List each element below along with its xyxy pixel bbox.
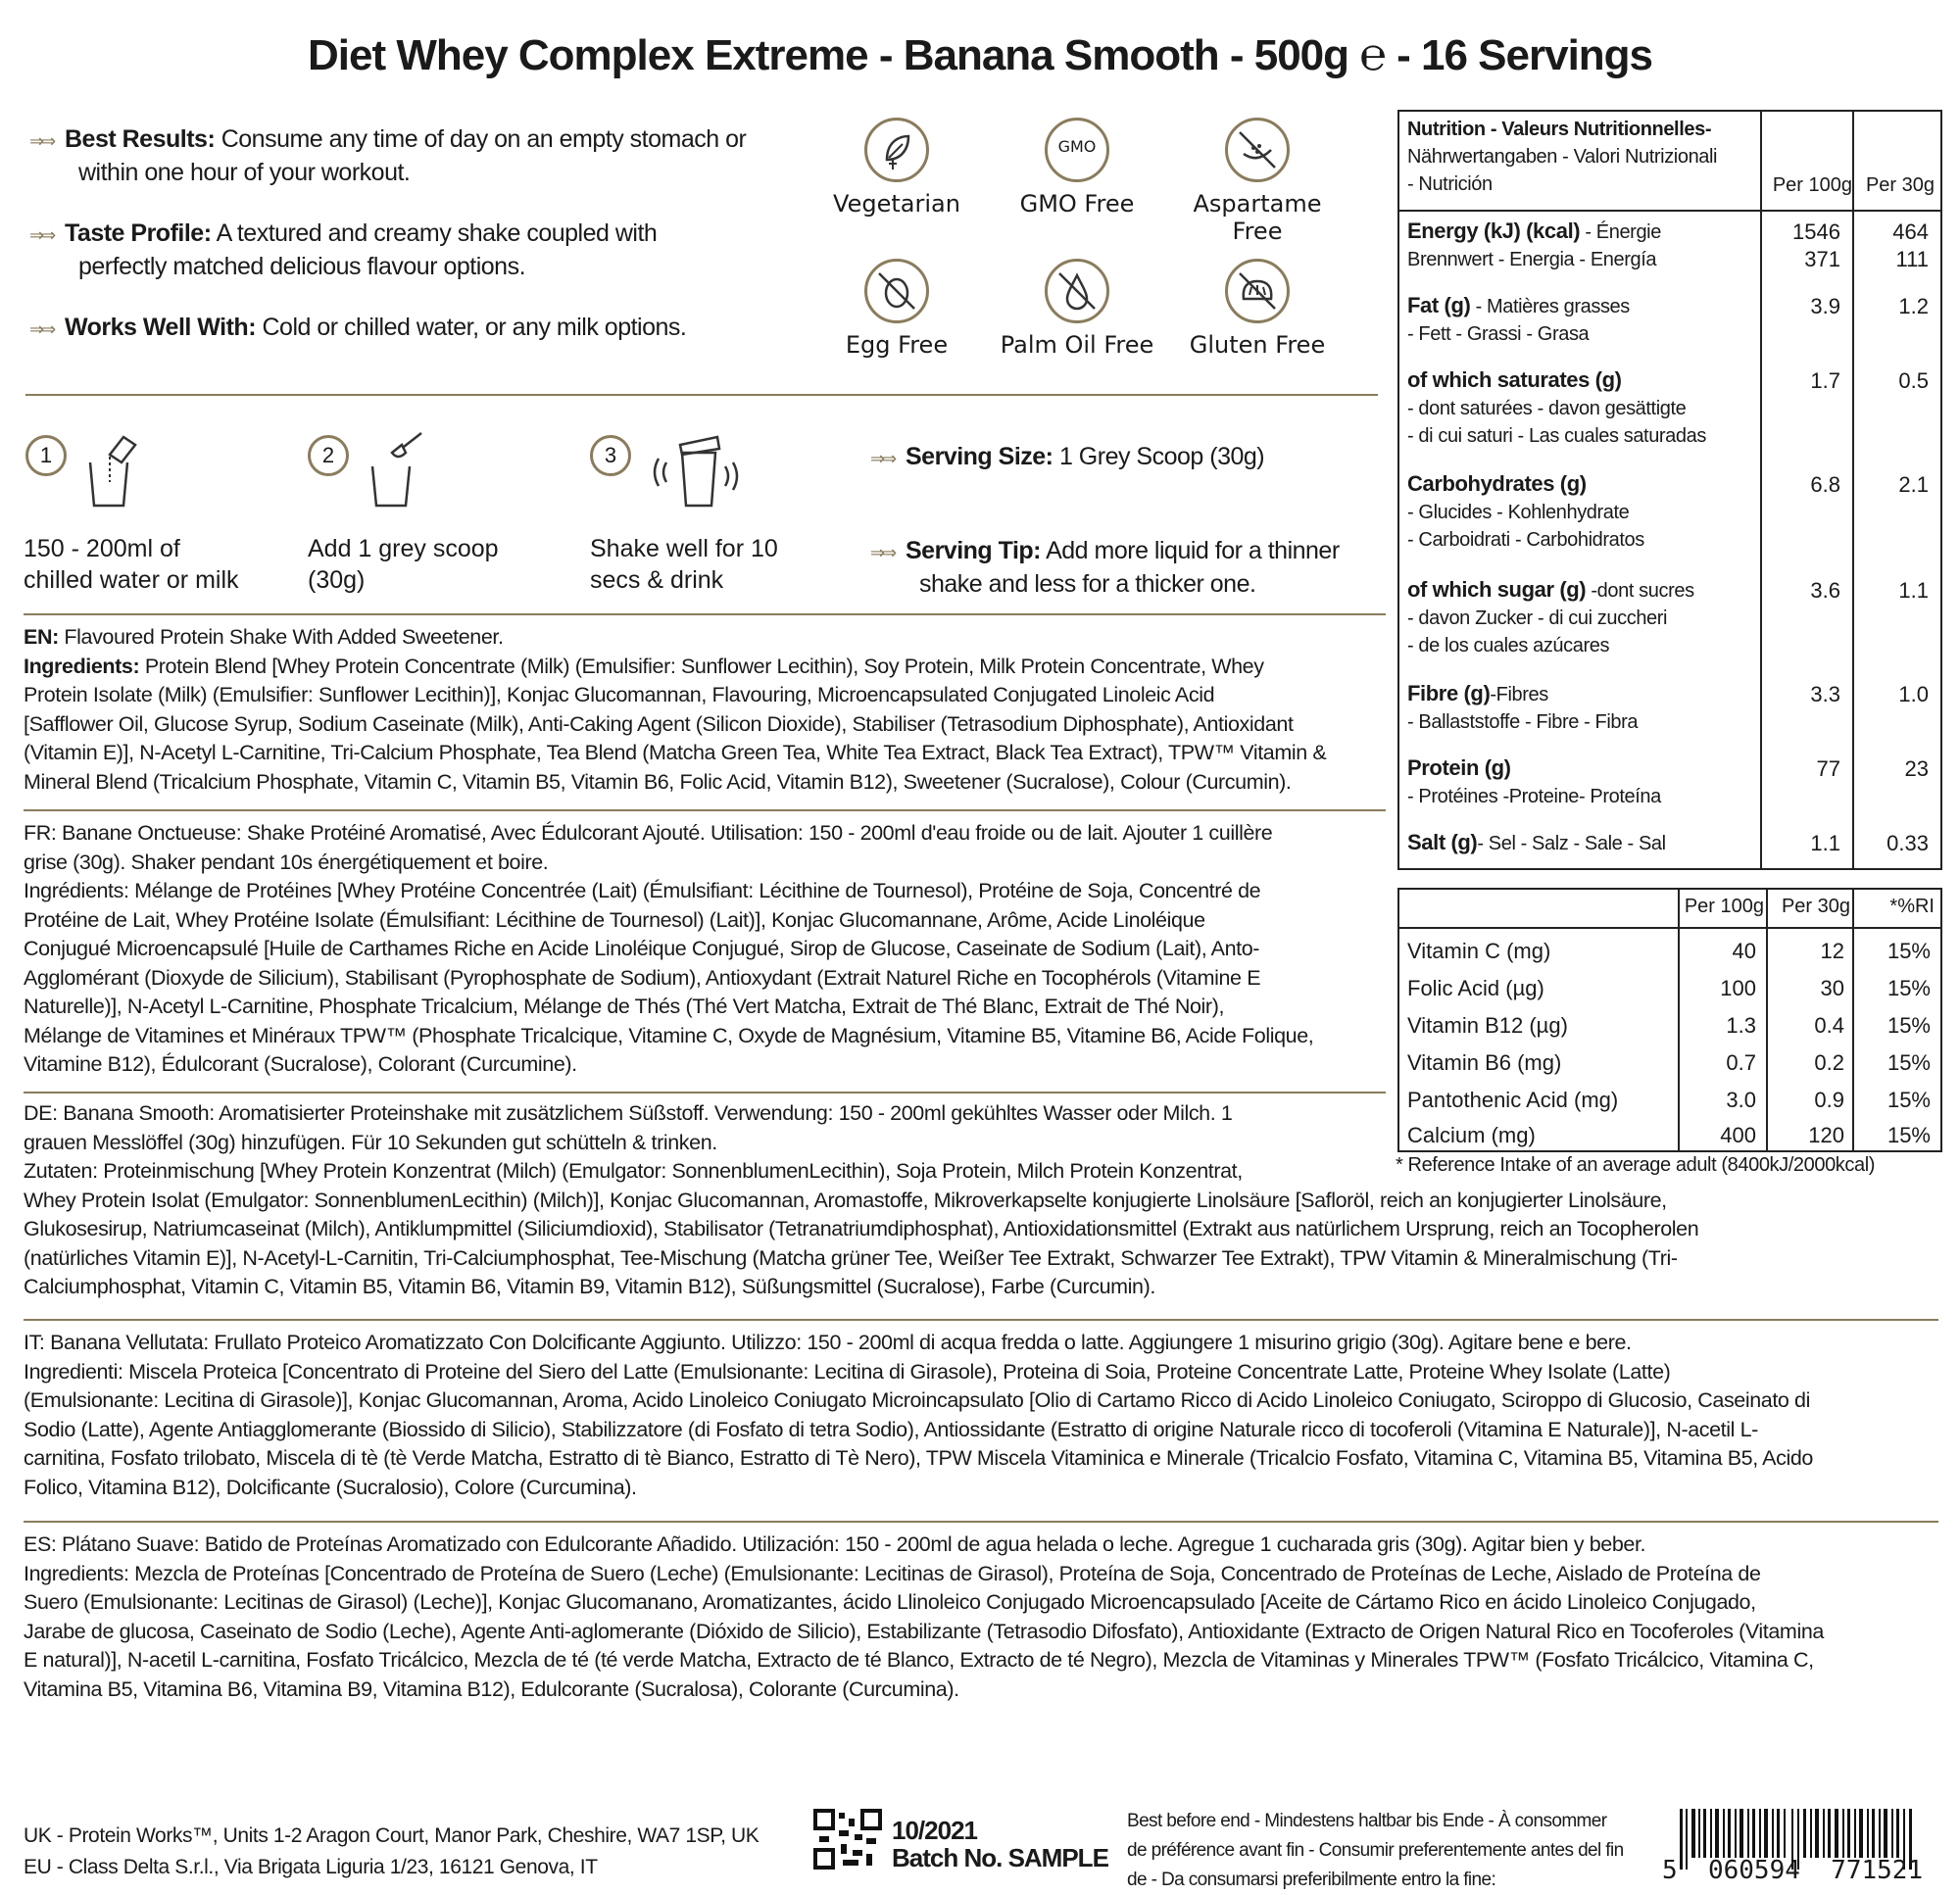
bullet-text: Consume any time of day on an empty stomach or xyxy=(220,125,747,153)
value-per100g: 6.8 xyxy=(1810,472,1840,497)
vitamin-ri: 15% xyxy=(1886,1013,1931,1038)
text-line: Whey Protein Isolat (Emulgator: SonnenblumenLecithin) (Milch)], Konjac Glucomannan, Aromastoffe, Mikroverkapselte konjugierte Linolsäure [Safloröl, reich an konjugierter Linolsäure, xyxy=(24,1188,1667,1212)
step-line: secs & drink xyxy=(590,566,724,594)
text-line: Mélange de Vitamines et Minéraux TPW™ (Phosphate Tricalcique, Vitamine C, Oxyde de Magnésium, Vitamine B5, Vitamine B6, Acide Folique, xyxy=(24,1023,1314,1047)
text-line: Ingredienti: Miscela Proteica [Concentrato di Proteine del Siero del Latte (Emulsionante: Lecitina di Girasole), Proteina di Soia, Proteine Concentrate Latte, Proteine Whey Isolate (Latte) xyxy=(24,1359,1671,1384)
sugar-spoon-icon xyxy=(1225,118,1290,182)
nutrition-row-carbohydrates xyxy=(1407,470,1644,554)
text-line: (Vitamin E)], N-Acetyl L-Carnitine, Tri-Calcium Phosphate, Tea Blend (Matcha Green Tea, White Tea Extract, Black Tea Extract), TPW™ Vitamin & xyxy=(24,741,1327,764)
address-uk: UK - Protein Works™, Units 1-2 Aragon Court, Manor Park, Cheshire, WA7 1SP, UK xyxy=(24,1824,760,1847)
vitamin-per30g: 0.4 xyxy=(1814,1013,1844,1038)
text-line: Vitamine B12), Édulcorant (Sucralose), Colorant (Curcumine). xyxy=(24,1052,577,1076)
bullet-label: Works Well With: xyxy=(65,314,257,341)
best-before-line: de - Da consumarsi preferibilmente entro la fine: xyxy=(1127,1870,1496,1890)
leaf-icon xyxy=(864,118,929,182)
row-line xyxy=(1397,927,1942,929)
nutrient-sub: - Fett - Grassi - Grasa xyxy=(1407,323,1590,345)
nutrient-sub: - davon Zucker - di cui zuccheri xyxy=(1407,607,1668,629)
nutrient-name: Protein (g) xyxy=(1407,755,1511,780)
text-line: Ingrédients: Mélange de Protéines [Whey Protéine Concentrée (Lait) (Émulsifiant: Lécithine de Tournesol), Protéine de Soja, Concentré de xyxy=(24,879,1261,902)
value-per100g: 77 xyxy=(1816,756,1840,781)
vitamin-name: Vitamin B6 (mg) xyxy=(1407,1050,1562,1075)
nutrient-sub: -Fibres xyxy=(1490,684,1548,705)
step-1-text xyxy=(24,533,288,596)
nutrient-sub: - Carboidrati - Carbohidratos xyxy=(1407,529,1644,551)
text-line: Protéine de Lait, Whey Protéine Isolate (Émulsifiant: Lécithine de Tournesol) (Lait)], Konjac Glucomannane, Arôme, Acide Linoléique xyxy=(24,907,1205,932)
vitamin-per30g: 12 xyxy=(1820,939,1844,963)
nutrient-name: Salt (g) xyxy=(1407,830,1478,854)
text-line: [Safflower Oil, Glucose Syrup, Sodium Caseinate (Milk), Anti-Caking Agent (Silicon Dioxide), Stabiliser (Tetrasodium Diphosphate), Antioxidant xyxy=(24,711,1294,736)
nutrition-row-protein xyxy=(1407,754,1661,810)
aspartame-free-badge xyxy=(1174,118,1341,245)
text-line: (Emulsionante: Lecitina di Girasole)], Konjac Glucomannan, Aroma, Acido Linoleico Coniugato Microincapsulato [Olio di Cartamo Ricco di Acido Linoleico Coniugato, Sciroppo di Glucosio, Caseinato di xyxy=(24,1388,1810,1412)
arrow-icon: ⇒⇒ xyxy=(29,131,54,151)
vitamin-per100g: 3.0 xyxy=(1726,1088,1756,1112)
serving-size-text: 1 Grey Scoop (30g) xyxy=(1058,443,1265,470)
text-line: Suero (Emulsionante: Lecitinas de Girasol) (Leche)], Konjac Glucomanano, Aromatizantes, ácido Llinoleico Conjugado Microencapsulado [Aceite de Cártamo Rico en ácido Linoleico Conjugado, xyxy=(24,1590,1756,1614)
nutrition-row-sugar xyxy=(1407,576,1694,659)
e-mark: ℮ xyxy=(1359,28,1386,79)
best-before-date: 10/2021 xyxy=(892,1816,977,1845)
divider xyxy=(24,809,1386,811)
nutrition-header xyxy=(1407,116,1717,198)
nutrient-sub: - Glucides - Kohlenhydrate xyxy=(1407,502,1630,523)
qr-code-icon xyxy=(813,1809,882,1870)
vitamin-per100g: 1.3 xyxy=(1726,1013,1756,1038)
vitamin-name: Calcium (mg) xyxy=(1407,1123,1536,1147)
bullet-text-2: perfectly matched delicious flavour options. xyxy=(78,253,526,280)
bullet-text: A textured and creamy shake coupled with xyxy=(216,219,658,247)
badge-label: Vegetarian xyxy=(833,190,960,218)
title-text: Diet Whey Complex Extreme - Banana Smooth - 500g xyxy=(307,31,1349,79)
best-before-line: de préférence avant fin - Consumir preferentemente antes del fin xyxy=(1127,1840,1624,1861)
egg-free-badge xyxy=(813,259,980,359)
text-line: Protein Isolate (Milk) (Emulsifier: Sunflower Lecithin)], Konjac Glucomannan, Flavouring, Microencapsulated Conjugated Linoleic Acid xyxy=(24,683,1215,706)
text-line: Folico, Vitamina B12), Dolcificante (Sucralosio), Colore (Curcumina). xyxy=(24,1475,637,1499)
vit-col-ri: *%RI xyxy=(1889,896,1935,917)
value-per30g: 0.5 xyxy=(1898,368,1929,393)
text-line: Naturelle)], N-Acetyl L-Carnitine, Phosphate Tricalcium, Mélange de Thés (Thé Vert Matcha, Extrait de Thé Blanc, Extrait de Thé Noir), xyxy=(24,995,1225,1018)
nutrient-sub: - de los cuales azúcares xyxy=(1407,635,1610,656)
serving-tip-label: Serving Tip: xyxy=(906,537,1042,564)
vitamin-name: Pantothenic Acid (mg) xyxy=(1407,1088,1619,1112)
best-before-line: Best before end - Mindestens haltbar bis Ende - À consommer xyxy=(1127,1811,1607,1831)
divider xyxy=(24,1521,1938,1523)
nutrition-head-line: Nährwertangaben - Valori Nutrizionali xyxy=(1407,146,1718,168)
serving-tip-text-2: shake and less for a thicker one. xyxy=(919,570,1256,598)
value-per30g: 464 xyxy=(1892,219,1929,244)
text-line: Protein Blend [Whey Protein Concentrate (Milk) (Emulsifier: Sunflower Lecithin), Soy Protein, Milk Protein Concentrate, Whey xyxy=(144,654,1264,678)
vitamin-per30g: 0.9 xyxy=(1814,1088,1844,1112)
text-line: IT: Banana Vellutata: Frullato Proteico Aromatizzato Con Dolcificante Aggiunto. Utilizzo: 150 - 200ml di acqua fredda o latte. Aggiungere 1 misurino grigio (30g). Agitare bene e bere. xyxy=(24,1331,1632,1354)
bullet-text: Cold or chilled water, or any milk options. xyxy=(262,314,687,341)
vegetarian-badge xyxy=(813,118,980,218)
nutrient-name: of which saturates (g) xyxy=(1407,367,1622,392)
badge-label: Egg Free xyxy=(845,331,949,359)
vitamin-ri: 15% xyxy=(1886,1123,1931,1147)
lang-intro: Flavoured Protein Shake With Added Sweetener. xyxy=(64,625,504,649)
nutrient-name: Fat (g) xyxy=(1407,293,1471,317)
divider xyxy=(25,394,1378,396)
title-servings: - 16 Servings xyxy=(1396,31,1653,79)
vitamin-per100g: 400 xyxy=(1720,1123,1756,1147)
arrow-icon: ⇒⇒ xyxy=(870,543,895,562)
nutrition-head-line: Nutrition - Valeurs Nutritionnelles- xyxy=(1407,119,1712,140)
text-line: Vitamina B5, Vitamina B6, Vitamina B9, Vitamina B12), Edulcorante (Sucralosa), Colorante (Curcumina). xyxy=(24,1676,959,1701)
value-per100g: 3.9 xyxy=(1810,294,1840,318)
step-2-number: 2 xyxy=(308,435,349,476)
badge-label: Aspartame Free xyxy=(1193,190,1322,245)
nutrient-name: Energy (kJ) (kcal) xyxy=(1407,219,1581,243)
pour-glass-icon xyxy=(80,427,149,510)
serving-tip xyxy=(870,535,1380,600)
text-line: E natural)], N-acetil L-carnitina, Fosfato Tricálcico, Mezcla de té (té verde Matcha, Extracto de té Blanco, Extracto de té Negro), Mezcla de Vitaminas y Minerales TPW™ (Fosfato Tricálcico, Vitamina C, xyxy=(24,1648,1814,1672)
barcode-number: 5 060594 771521 xyxy=(1662,1856,1924,1885)
nutrient-sub: - Ballaststoffe - Fibre - Fibra xyxy=(1407,711,1639,733)
gmo-icon xyxy=(1045,118,1109,182)
text-line: Calciumphosphat, Vitamin C, Vitamin B5, Vitamin B6, Vitamin B9, Vitamin B12), Süßungsmittel (Sucralose), Farbe (Curcumin). xyxy=(24,1275,1155,1298)
step-3-text xyxy=(590,533,855,596)
ingredients-es xyxy=(24,1531,1944,1704)
badge-label: GMO Free xyxy=(1019,190,1135,218)
nutrient-name: of which sugar (g) xyxy=(1407,577,1587,602)
bullet-label: Best Results: xyxy=(65,125,216,153)
ingredients-label: Ingredients: xyxy=(24,654,140,678)
col-header-per30g: Per 30g xyxy=(1865,174,1935,196)
text-line: Sodio (Latte), Agente Antiagglomerante (Biossido di Silicio), Stabilizzatore (di Fosfato di tetra Sodio), Antiossidante (Estratto di origine Naturale ricco di tocoferoli (Vitamina E Naturale)], N-acetil L- xyxy=(24,1417,1758,1441)
ingredients-it xyxy=(24,1329,1944,1502)
value-per30g: 1.0 xyxy=(1898,682,1929,706)
text-line: FR: Banane Onctueuse: Shake Protéiné Aromatisé, Avec Édulcorant Ajouté. Utilisation: 150 - 200ml d'eau froide ou de lait. Ajouter 1 cuillère xyxy=(24,821,1273,845)
nutrient-name: Fibre (g) xyxy=(1407,681,1491,705)
gmo-icon-text: GMO xyxy=(1057,137,1097,156)
bullet-label: Taste Profile: xyxy=(65,219,212,247)
batch-number: Batch No. SAMPLE xyxy=(892,1843,1108,1872)
batch-info xyxy=(892,1817,1108,1871)
bullet-text-2: within one hour of your workout. xyxy=(78,159,411,186)
vitamin-per100g: 0.7 xyxy=(1726,1050,1756,1075)
palm-oil-free-badge xyxy=(994,259,1160,359)
arrow-icon: ⇒⇒ xyxy=(870,449,895,468)
nutrient-sub: - Protéines -Proteine- Proteína xyxy=(1407,786,1661,807)
value-per100g: 1.1 xyxy=(1810,831,1840,855)
divider xyxy=(24,613,1386,615)
text-line: (natürliches Vitamin E)], N-Acetyl-L-Carnitin, Tri-Calciumphosphat, Tee-Mischung (Matcha grüner Tee, Weißer Tee Extrakt, Schwarzer Tee Extrakt), TPW Vitamin & Mineralmischung (Tri- xyxy=(24,1245,1678,1270)
value-per100g: 1546 xyxy=(1792,219,1840,244)
text-line: Conjugué Microencapsulé [Huile de Carthames Riche en Acide Linoléique Conjugué, Sirop de Glucose, Caseinate de Sodium (Lait), Anto- xyxy=(24,937,1260,960)
ingredients-fr xyxy=(24,819,1386,1080)
nutrient-sub: - Sel - Salz - Sale - Sal xyxy=(1477,833,1666,854)
text-line: Jarabe de glucosa, Caseinato de Sodio (Leche), Agente Anti-aglomerante (Dióxido de Silicio), Estabilizante (Tetrasodio Difosfato), Antioxidante (Extracto de Origen Natural Rico en Tocoferoles (Vitamina xyxy=(24,1619,1824,1643)
nutrient-sub: - dont saturées - davon gesättigte xyxy=(1407,398,1687,419)
step-line: (30g) xyxy=(308,566,366,594)
vitamin-ri: 15% xyxy=(1886,976,1931,1000)
row-line xyxy=(1397,210,1942,212)
value-per100g: 1.7 xyxy=(1810,368,1840,393)
step-1-number: 1 xyxy=(25,435,67,476)
nutrition-head-line: - Nutrición xyxy=(1407,173,1493,195)
nutrition-row-saturates xyxy=(1407,366,1706,450)
vitamin-per30g: 30 xyxy=(1820,976,1844,1000)
nutrient-sub: - Énergie xyxy=(1585,221,1661,243)
value-per30g: 1.1 xyxy=(1898,578,1929,603)
text-line: carnitina, Fosfato trilobato, Miscela di tè (tè Verde Matcha, Estratto di tè Bianco, Estratto di Tè Nero), TPW Miscela Vitaminica e Minerale (Tricalcio Fosfato, Vitamina C, Vitamina B5, Vitamina B5, Acido xyxy=(24,1446,1813,1470)
text-line: ES: Plátano Suave: Batido de Proteínas Aromatizado con Edulcorante Añadido. Utilización: 150 - 200ml de agua helada o leche. Agregue 1 cucharada gris (30g). Agitar bien y beber. xyxy=(24,1532,1646,1556)
nutrient-sub: - di cui saturi - Las cuales saturadas xyxy=(1407,425,1706,447)
value-per30g: 2.1 xyxy=(1898,472,1929,497)
serving-size-label: Serving Size: xyxy=(906,443,1054,470)
divider xyxy=(24,1319,1938,1321)
gluten-free-badge xyxy=(1174,259,1341,359)
col-header-per100g: Per 100g xyxy=(1772,174,1852,196)
text-line: grauen Messlöffel (30g) hinzufügen. Für 10 Sekunden gut schütteln & trinken. xyxy=(24,1130,717,1154)
nutrient-name: Carbohydrates (g) xyxy=(1407,471,1587,496)
step-2-text xyxy=(308,533,572,596)
bread-icon xyxy=(1225,259,1290,323)
vit-col-per100g: Per 100g xyxy=(1684,896,1764,917)
vitamin-per30g: 0.2 xyxy=(1814,1050,1844,1075)
reference-intake-note: * Reference Intake of an average adult (8400kJ/2000kcal) xyxy=(1396,1154,1876,1176)
serving-tip-text: Add more liquid for a thinner xyxy=(1046,537,1340,564)
text-line: DE: Banana Smooth: Aromatisierter Proteinshake mit zusätzlichem Süßstoff. Verwendung: 150 - 200ml gekühltes Wasser oder Milch. 1 xyxy=(24,1101,1233,1125)
step-line: chilled water or milk xyxy=(24,566,239,594)
text-line: grise (30g). Shaker pendant 10s énergétiquement et boire. xyxy=(24,850,549,874)
vitamin-per100g: 100 xyxy=(1720,976,1756,1000)
value-per100g: 3.3 xyxy=(1810,682,1840,706)
lang-tag: EN: xyxy=(24,625,59,649)
nutrition-row-salt xyxy=(1407,829,1666,857)
bullet-works-well xyxy=(29,312,774,345)
value-per30g: 23 xyxy=(1904,756,1929,781)
page-title xyxy=(0,27,1960,80)
value-per30g-kcal: 111 xyxy=(1895,247,1929,271)
value-per30g: 1.2 xyxy=(1898,294,1929,318)
nutrition-row-energy xyxy=(1407,218,1661,273)
step-3-number: 3 xyxy=(590,435,631,476)
arrow-icon: ⇒⇒ xyxy=(29,225,54,245)
vit-col-per30g: Per 30g xyxy=(1781,896,1850,917)
vitamin-ri: 15% xyxy=(1886,939,1931,963)
vitamin-ri: 15% xyxy=(1886,1088,1931,1112)
vitamin-per30g: 120 xyxy=(1808,1123,1844,1147)
bullet-best-results xyxy=(29,123,774,188)
nutrition-row-fat xyxy=(1407,292,1630,348)
text-line: Agglomérant (Dioxyde de Silicium), Stabilisant (Pyrophosphate de Sodium), Antioxydant (Extrait Naturel Riche en Tocophérols (Vitamine E xyxy=(24,965,1261,990)
serving-size xyxy=(870,441,1380,474)
step-line: 150 - 200ml of xyxy=(24,535,180,562)
vitamin-per100g: 40 xyxy=(1732,939,1756,963)
scoop-glass-icon xyxy=(363,427,431,510)
nutrition-row-fibre xyxy=(1407,680,1638,736)
oil-drop-icon xyxy=(1045,259,1109,323)
value-per30g: 0.33 xyxy=(1886,831,1929,855)
address-eu: EU - Class Delta S.r.l., Via Brigata Liguria 1/23, 16121 Genova, IT xyxy=(24,1856,598,1878)
vitamin-name: Folic Acid (µg) xyxy=(1407,976,1544,1000)
value-per100g-kcal: 371 xyxy=(1804,247,1840,271)
egg-icon xyxy=(864,259,929,323)
best-before-text xyxy=(1127,1807,1624,1895)
gmo-free-badge xyxy=(994,118,1160,218)
shaker-icon xyxy=(653,423,741,511)
badge-label: Gluten Free xyxy=(1189,331,1326,359)
nutrient-sub: - Matières grasses xyxy=(1475,296,1630,317)
ingredients-en xyxy=(24,623,1386,797)
arrow-icon: ⇒⇒ xyxy=(29,319,54,339)
step-line: Add 1 grey scoop xyxy=(308,535,499,562)
text-line: Zutaten: Proteinmischung [Whey Protein Konzentrat (Milch) (Emulgator: SonnenblumenLecithin), Soja Protein, Milch Protein Konzentrat, xyxy=(24,1159,1243,1183)
vitamin-ri: 15% xyxy=(1886,1050,1931,1075)
vitamin-name: Vitamin C (mg) xyxy=(1407,939,1551,963)
text-line: Glukosesirup, Natriumcaseinat (Milch), Antiklumpmittel (Siliciumdioxid), Stabilisator (Tetranatriumdiphosphat), Antioxidationsmittel (Extrakt aus natürlichem Ursprung, reich an Tocopherolen xyxy=(24,1217,1699,1240)
vitamin-name: Vitamin B12 (µg) xyxy=(1407,1013,1568,1038)
text-line: Ingredients: Mezcla de Proteínas [Concentrado de Proteína de Suero (Leche) (Emulsionante: Lecitinas de Girasol), Proteína de Soja, Concentrado de Proteínas de Leche, Aislado de Proteína de xyxy=(24,1561,1761,1585)
nutrient-sub: Brennwert - Energia - Energía xyxy=(1407,249,1657,270)
text-line: Mineral Blend (Tricalcium Phosphate, Vitamin C, Vitamin B5, Vitamin B6, Folic Acid, Vitamin B12), Sweetener (Sucralose), Colour (Curcumin). xyxy=(24,769,1292,794)
value-per100g: 3.6 xyxy=(1810,578,1840,603)
badge-label: Palm Oil Free xyxy=(1000,331,1154,359)
step-line: Shake well for 10 xyxy=(590,535,778,562)
footer-address xyxy=(24,1821,759,1883)
nutrient-sub: -dont sucres xyxy=(1591,580,1694,602)
bullet-taste-profile xyxy=(29,218,774,282)
divider xyxy=(24,1092,1386,1093)
